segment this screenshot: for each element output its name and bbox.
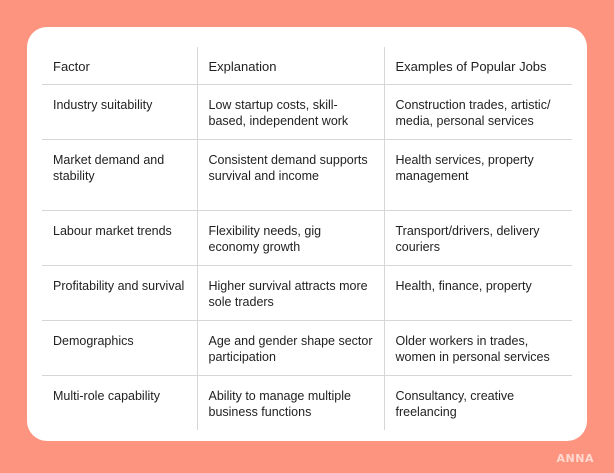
header-factor: Factor — [42, 47, 197, 85]
examples-cell: Health, finance, property — [384, 266, 572, 321]
examples-cell: Consultancy, creative freelancing — [384, 376, 572, 431]
table-card — [27, 27, 587, 441]
examples-cell: Older workers in trades, women in personal services — [384, 321, 572, 376]
explanation-cell: Consistent demand supports survival and income — [197, 140, 384, 211]
table-row — [42, 211, 572, 266]
factor-cell: Profitability and survival — [42, 266, 197, 321]
factors-table — [42, 47, 572, 430]
explanation-cell: Flexibility needs, gig economy growth — [197, 211, 384, 266]
header-examples: Examples of Popular Jobs — [384, 47, 572, 85]
factor-cell: Industry suitability — [42, 85, 197, 140]
examples-cell: Transport/drivers, delivery couriers — [384, 211, 572, 266]
factor-cell: Market demand and stability — [42, 140, 197, 211]
explanation-cell: Ability to manage multiple business functions — [197, 376, 384, 431]
table-row — [42, 85, 572, 140]
anna-logo: ANNA — [556, 452, 594, 465]
table-row — [42, 266, 572, 321]
header-explanation: Explanation — [197, 47, 384, 85]
table-header-row — [42, 47, 572, 85]
explanation-cell: Low startup costs, skill-based, independent work — [197, 85, 384, 140]
table-row — [42, 376, 572, 431]
explanation-cell: Higher survival attracts more sole traders — [197, 266, 384, 321]
factor-cell: Labour market trends — [42, 211, 197, 266]
explanation-cell: Age and gender shape sector participation — [197, 321, 384, 376]
examples-cell: Construction trades, artistic/ media, personal services — [384, 85, 572, 140]
table-row — [42, 321, 572, 376]
factor-cell: Multi-role capability — [53, 389, 160, 403]
factor-cell: Demographics — [42, 321, 197, 376]
examples-cell: Health services, property management — [384, 140, 572, 211]
table-row — [42, 140, 572, 211]
